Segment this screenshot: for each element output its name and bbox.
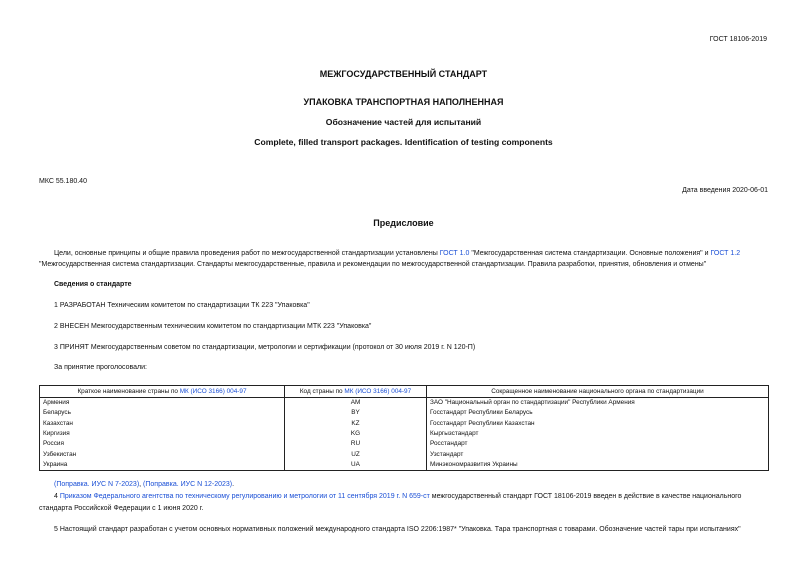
item5-iso-reference: 5 Настоящий стандарт разработан с учетом основных нормативных положений международного стандарта ISO 2206:1987* "Упаковка. Тара транспортная с товарами. Обозначение частей тары при испытаниях" (54, 526, 741, 533)
standard-type-title: МЕЖГОСУДАРСТВЕННЫЙ СТАНДАРТ (319, 69, 488, 79)
item4-number: 4 (54, 493, 60, 500)
mk-iso-link[interactable]: МК (ИСО 3166) 004-97 (179, 387, 247, 395)
header-country-code: Код страны по МК (ИСО 3166) 004-97 (285, 386, 427, 398)
amendment-end: . (232, 481, 235, 488)
info-item-submitted: 2 ВНЕСЕН Межгосударственным техническим комитетом по стандартизации МТК 223 "Упаковка" (54, 323, 372, 330)
code-cell: KG (285, 429, 427, 439)
body-cell: ЗАО "Национальный орган по стандартизации" Республики Армения (427, 398, 769, 409)
table-row (40, 398, 769, 409)
body-cell: Госстандарт Республики Казахстан (427, 419, 769, 429)
body-cell: Минэкономразвития Украины (427, 460, 769, 471)
order-link[interactable]: Приказом Федерального агентства по техническому регулированию и метрологии от 11 сентября 2019 г. N 659-ст (59, 493, 430, 500)
code-cell: AM (285, 398, 427, 409)
code-cell: KZ (285, 419, 427, 429)
code-cell: UZ (285, 449, 427, 459)
title-english: Complete, filled transport packages. Identification of testing components (254, 137, 553, 147)
preface-paragraph-line2: "Межгосударственная система стандартизации. Стандарты межгосударственные, правила и рекомендации по межгосударственной стандартизации. Правила разработки, принятия, обновления и отмены" (39, 261, 707, 268)
mk-iso-link[interactable]: МК (ИСО 3166) 004-97 (344, 387, 412, 395)
preface-paragraph-line1 (54, 250, 740, 257)
amendment-separator: , (139, 481, 144, 488)
body-cell: Узстандарт (427, 449, 769, 459)
code-cell: RU (285, 439, 427, 449)
title-russian: Обозначение частей для испытаний (325, 117, 482, 127)
table-row (40, 408, 769, 418)
gost-1-0-link[interactable]: ГОСТ 1.0 (439, 250, 470, 257)
country-cell: Казахстан (40, 419, 285, 429)
standard-info-heading: Сведения о стандарте (54, 281, 132, 288)
preface-text-start: Цели, основные принципы и общие правила проведения работ по межгосударственной стандартизации установлены (54, 250, 440, 257)
amendments-line (54, 481, 234, 488)
table-row (40, 449, 769, 459)
country-cell: Узбекистан (40, 449, 285, 459)
amendment-link-7-2023[interactable]: (Поправка. ИУС N 7-2023) (54, 481, 140, 488)
gost-1-2-link[interactable]: ГОСТ 1.2 (710, 250, 741, 257)
mks-code: МКС 55.180.40 (39, 178, 87, 185)
info-item-adopted: 3 ПРИНЯТ Межгосударственным советом по стандартизации, метрологии и сертификации (протокол от 30 июля 2019 г. N 120-П) (54, 344, 476, 351)
body-cell: Госстандарт Республики Беларусь (427, 408, 769, 418)
country-cell: Украина (40, 460, 285, 471)
header-national-body: Сокращенное наименование национального органа по стандартизации (427, 386, 769, 398)
item4-line2: стандарта Российской Федерации с 1 июня 2020 г. (39, 505, 204, 512)
country-cell: Киргизия (40, 429, 285, 439)
item4-line1 (54, 493, 741, 500)
info-item-developed: 1 РАЗРАБОТАН Техническим комитетом по стандартизации ТК 223 "Упаковка" (54, 302, 310, 309)
document-code: ГОСТ 18106-2019 (709, 36, 767, 43)
country-cell: Россия (40, 439, 285, 449)
table-header-row (40, 386, 769, 398)
preface-text-mid: "Межгосударственная система стандартизации. Основные положения" и (469, 250, 711, 257)
body-cell: Росстандарт (427, 439, 769, 449)
standard-subject-title: УПАКОВКА ТРАНСПОРТНАЯ НАПОЛНЕННАЯ (303, 97, 504, 107)
table-row (40, 429, 769, 439)
body-cell: Кыргызстандарт (427, 429, 769, 439)
header-country-name: Краткое наименование страны по МК (ИСО 3166) 004-97 (40, 386, 285, 398)
table-row (40, 439, 769, 449)
voted-for-label: За принятие проголосовали: (54, 364, 147, 371)
code-cell: BY (285, 408, 427, 418)
country-cell: Беларусь (40, 408, 285, 418)
item4-text: межгосударственный стандарт ГОСТ 18106-2019 введен в действие в качестве национального (429, 493, 742, 500)
introduction-date: Дата введения 2020-06-01 (682, 187, 768, 194)
code-cell: UA (285, 460, 427, 471)
country-cell: Армения (40, 398, 285, 409)
table-row (40, 460, 769, 471)
voting-states-table (39, 385, 769, 471)
table-row (40, 419, 769, 429)
amendment-link-12-2023[interactable]: (Поправка. ИУС N 12-2023) (143, 481, 233, 488)
preface-heading: Предисловие (373, 218, 434, 228)
